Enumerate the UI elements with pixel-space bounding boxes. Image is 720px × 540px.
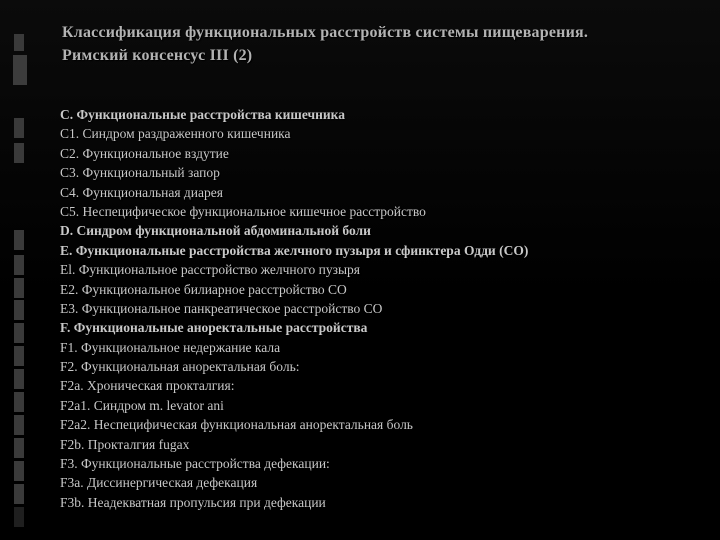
decorative-bar	[14, 346, 24, 366]
decorative-bar	[14, 300, 24, 320]
list-item: F2a. Хроническая прокталгия:	[60, 378, 235, 394]
title-line-2: Римский консенсус III (2)	[62, 47, 253, 64]
title-line-1: Классификация функциональных расстройств системы пищеварения.	[62, 24, 589, 41]
decorative-bar	[13, 55, 27, 85]
list-item: Е2. Функциональное билиарное расстройство СО	[60, 281, 347, 297]
decorative-bar	[14, 392, 24, 412]
list-item: F2a2. Неспецифическая функциональная аноректальная боль	[60, 417, 413, 433]
decorative-bar	[14, 461, 24, 481]
decorative-bar	[14, 143, 24, 163]
section-heading: E. Функциональные расстройства желчного пузыря и сфинктера Одди (СО)	[60, 242, 529, 258]
list-item: F1. Функциональное недержание кала	[60, 339, 281, 355]
list-item: F2a1. Синдром m. levator ani	[60, 397, 224, 413]
decorative-bar	[14, 323, 24, 343]
decorative-bar	[14, 118, 24, 138]
list-item: F3a. Диссинергическая дефекация	[60, 475, 258, 491]
decorative-bar	[14, 438, 24, 458]
section-heading: С. Функциональные расстройства кишечника	[60, 107, 345, 122]
list-item: F3. Функциональные расстройства дефекации:	[60, 456, 330, 472]
list-item: С1. Синдром раздраженного кишечника	[60, 126, 291, 142]
decorative-bar	[14, 484, 24, 504]
list-item: F2b. Прокталгия fugax	[60, 436, 190, 452]
list-item: F2. Функциональная аноректальная боль:	[60, 359, 300, 375]
decorative-bar	[14, 34, 24, 51]
list-item: С5. Неспецифическое функциональное кишечное расстройство	[60, 203, 426, 219]
classification-list	[60, 105, 700, 512]
section-heading: D. Синдром функциональной абдоминальной боли	[60, 223, 371, 239]
decorative-bar	[14, 415, 24, 435]
list-item: С4. Функциональная диарея	[60, 184, 223, 200]
section-heading: F. Функциональные аноректальные расстройства	[60, 320, 368, 336]
decorative-bar	[14, 507, 24, 527]
list-item: С2. Функциональное вздутие	[60, 145, 229, 161]
decorative-bar	[14, 369, 24, 389]
decorative-bar	[14, 255, 24, 275]
decorative-bar	[14, 230, 24, 250]
list-item: El. Функциональное расстройство желчного пузыря	[60, 262, 360, 278]
slide-title	[62, 21, 702, 67]
decorative-bar	[14, 278, 24, 298]
list-item: С3. Функциональный запор	[60, 165, 220, 181]
list-item: Е3. Функциональное панкреатическое расстройство СО	[60, 300, 383, 316]
list-item: F3b. Неадекватная пропульсия при дефекации	[60, 494, 326, 510]
